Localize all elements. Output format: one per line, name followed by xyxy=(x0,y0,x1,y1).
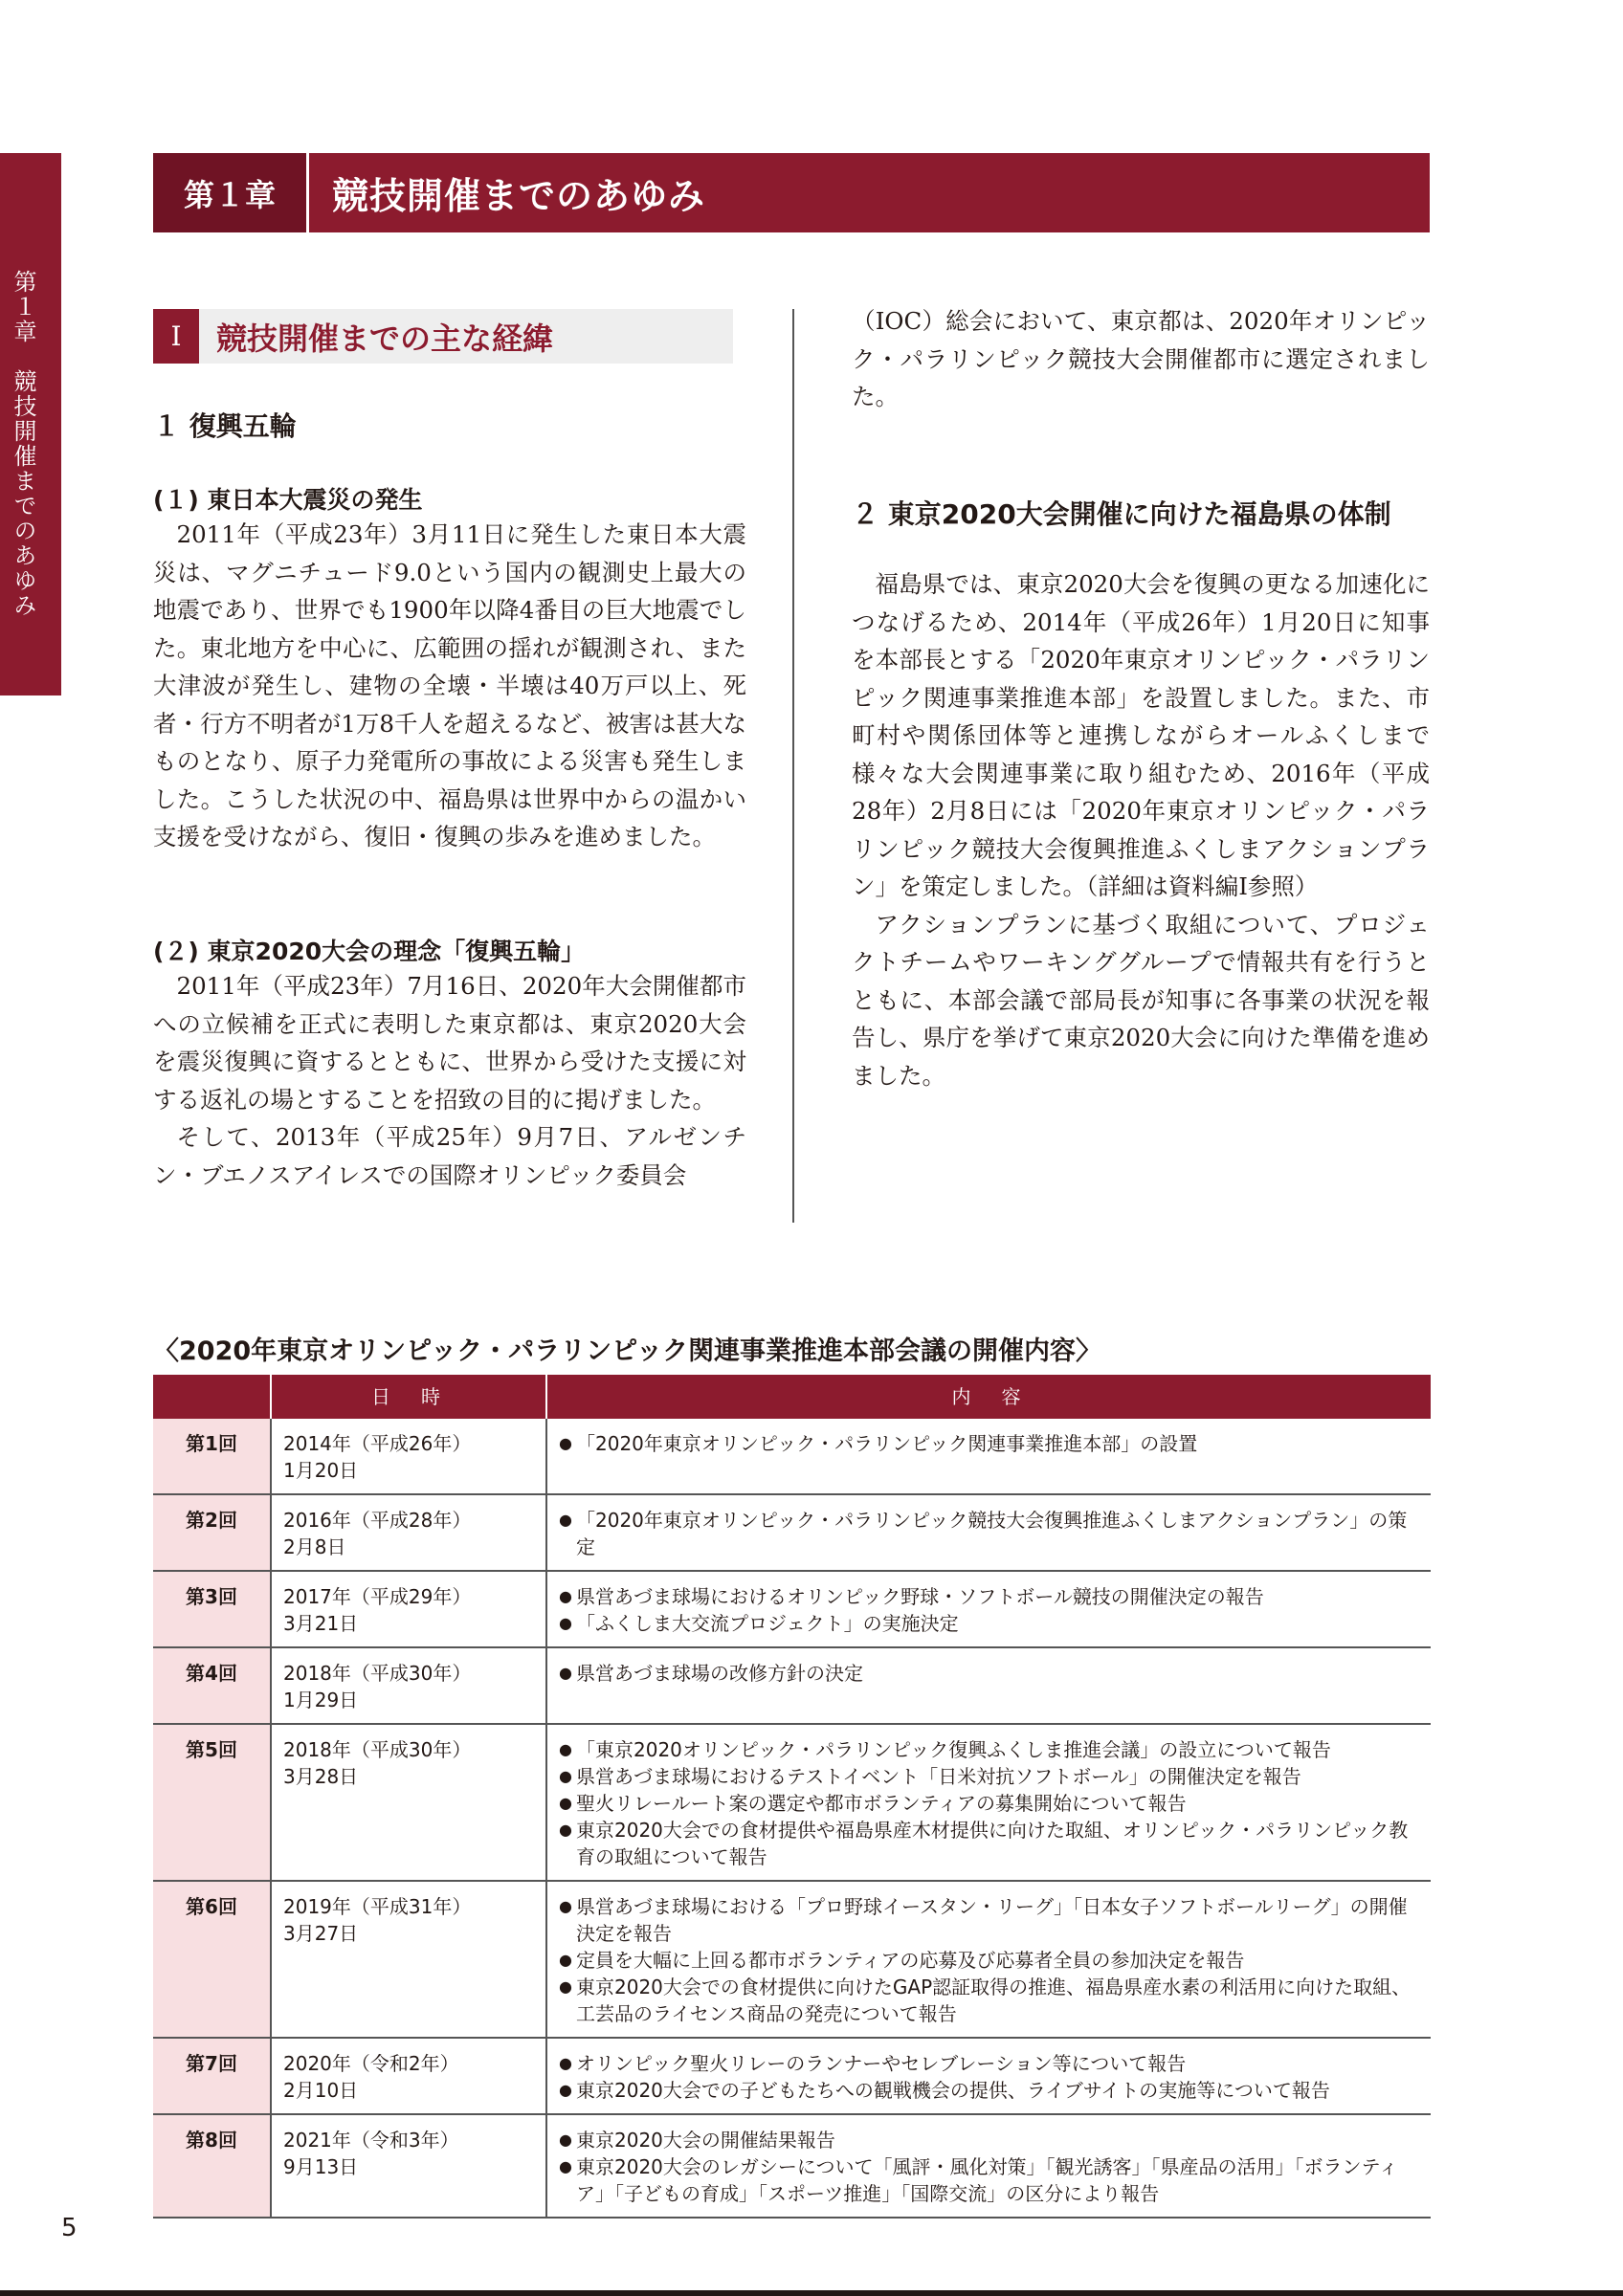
item-text: 「東京2020オリンピック・パラリンピック復興ふくしま推進会議」の設立について報告 xyxy=(576,1738,1331,1761)
heading-fukko-gorin: １ 復興五輪 xyxy=(153,410,297,442)
meeting-number: 第2回 xyxy=(153,1494,271,1571)
item-text: 県営あづま球場の改修方針の決定 xyxy=(576,1662,863,1685)
table-title: 〈2020年東京オリンピック・パラリンピック関連事業推進本部会議の開催内容〉 xyxy=(153,1336,1101,1366)
bullet-icon: ● xyxy=(559,1511,572,1529)
paragraph: そして、2013年（平成25年）9月7日、アルゼンチン・ブエノスアイレスでの国際オリンピック委員会 xyxy=(153,1123,746,1189)
content-item xyxy=(559,1893,1419,1947)
table-row xyxy=(153,1419,1431,1494)
meeting-content xyxy=(546,1419,1431,1494)
bullet-icon: ● xyxy=(559,2054,572,2072)
item-text: 「2020年東京オリンピック・パラリンピック競技大会復興推進ふくしまアクションプラン」の策定 xyxy=(576,1509,1408,1558)
chapter-separator xyxy=(306,153,309,232)
item-text: 聖火リレールート案の選定や都市ボランティアの募集開始について報告 xyxy=(576,1792,1187,1815)
date-day: 1月20日 xyxy=(283,1459,359,1482)
bottom-rule xyxy=(0,2290,1623,2296)
date-day: 1月29日 xyxy=(283,1689,359,1711)
table-row xyxy=(153,2038,1431,2114)
meeting-date xyxy=(271,1881,546,2038)
meeting-content xyxy=(546,1724,1431,1881)
meeting-date xyxy=(271,1494,546,1571)
chapter-title: 競技開催までのあゆみ xyxy=(332,175,706,217)
paragraph: 2011年（平成23年）7月16日、2020年大会開催都市への立候補を正式に表明した東京都は、東京2020大会を震災復興に資するとともに、世界から受けた支援に対する返礼の場とすることを招致の目的に掲げました。 xyxy=(153,972,746,1114)
bullet-icon: ● xyxy=(559,1794,572,1812)
content-item xyxy=(559,1583,1419,1610)
date-day: 3月28日 xyxy=(283,1765,359,1788)
bullet-icon: ● xyxy=(559,2081,572,2099)
bullet-icon: ● xyxy=(559,1740,572,1758)
content-item xyxy=(559,1947,1419,1974)
meeting-number: 第3回 xyxy=(153,1571,271,1647)
content-item xyxy=(559,2127,1419,2153)
item-text: 「2020年東京オリンピック・パラリンピック関連事業推進本部」の設置 xyxy=(576,1432,1198,1455)
table-row xyxy=(153,2114,1431,2218)
bullet-icon: ● xyxy=(559,1977,572,1996)
date-year: 2018年（平成30年） xyxy=(283,1738,472,1761)
table-row xyxy=(153,1647,1431,1724)
table-row xyxy=(153,1571,1431,1647)
item-text: 東京2020大会の開催結果報告 xyxy=(576,2129,835,2152)
date-year: 2018年（平成30年） xyxy=(283,1662,472,1685)
date-year: 2021年（令和3年） xyxy=(283,2129,459,2152)
meeting-number: 第6回 xyxy=(153,1881,271,2038)
meeting-date xyxy=(271,1724,546,1881)
meeting-date xyxy=(271,1419,546,1494)
date-year: 2017年（平成29年） xyxy=(283,1585,472,1608)
content-item xyxy=(559,1763,1419,1790)
header-date: 日 時 xyxy=(271,1375,546,1419)
date-year: 2016年（平成28年） xyxy=(283,1509,472,1532)
meetings-table xyxy=(153,1375,1431,2219)
date-day: 9月13日 xyxy=(283,2155,359,2178)
section-heading xyxy=(153,309,733,364)
bullet-icon: ● xyxy=(559,1767,572,1785)
meeting-content xyxy=(546,1571,1431,1647)
meeting-number: 第4回 xyxy=(153,1647,271,1724)
paragraph: アクションプランに基づく取組について、プロジェクトチームやワーキンググループで情報共有を行うとともに、本部会議で部局長が知事に各事業の状況を報告し、県庁を挙げて東京2020大会に向けた準備を進めました。 xyxy=(852,910,1430,1090)
date-year: 2019年（平成31年） xyxy=(283,1895,472,1918)
content-item xyxy=(559,2153,1419,2207)
header-no xyxy=(153,1375,271,1419)
meeting-date xyxy=(271,1647,546,1724)
bullet-icon: ● xyxy=(559,1664,572,1682)
meeting-content xyxy=(546,1881,1431,2038)
date-day: 3月21日 xyxy=(283,1612,359,1635)
content-item xyxy=(559,1660,1419,1687)
paragraph-continuation xyxy=(852,302,1430,416)
chapter-header xyxy=(153,153,1430,232)
item-text: 定員を大幅に上回る都市ボランティアの応募及び応募者全員の参加決定を報告 xyxy=(576,1949,1245,1972)
subheading-earthquake: (１) 東日本大震災の発生 xyxy=(153,486,423,514)
paragraph-concept xyxy=(153,967,746,1194)
meeting-date xyxy=(271,2114,546,2218)
section-title: 競技開催までの主な経緯 xyxy=(216,320,554,357)
content-item xyxy=(559,1507,1419,1560)
item-text: 東京2020大会のレガシーについて「風評・風化対策」「観光誘客」「県産品の活用」「ボランティア」「子どもの育成」「スポーツ推進」「国際交流」の区分により報告 xyxy=(576,2155,1398,2205)
meeting-date xyxy=(271,1571,546,1647)
bullet-icon: ● xyxy=(559,1821,572,1839)
content-item xyxy=(559,1790,1419,1817)
content-item xyxy=(559,1974,1419,2027)
content-item xyxy=(559,2077,1419,2104)
item-text: 東京2020大会での食材提供に向けたGAP認証取得の推進、福島県産水素の利活用に向けた取組、工芸品のライセンス商品の発売について報告 xyxy=(576,1976,1412,2025)
item-text: 「ふくしま大交流プロジェクト」の実施決定 xyxy=(576,1612,959,1635)
bullet-icon: ● xyxy=(559,1614,572,1632)
item-text: オリンピック聖火リレーのランナーやセレブレーション等について報告 xyxy=(576,2052,1187,2075)
bullet-icon: ● xyxy=(559,1434,572,1452)
side-tab-label: 第１章 競技開催までのあゆみ xyxy=(10,270,36,618)
table-row xyxy=(153,1724,1431,1881)
chapter-number: 第１章 xyxy=(153,153,306,232)
bullet-icon: ● xyxy=(559,1897,572,1915)
paragraph: 福島県では、東京2020大会を復興の更なる加速化につなげるため、2014年（平成26年）1月20日に知事を本部長とする「2020年東京オリンピック・パラリンピック関連事業推進本部」を設置しました。また、市町村や関係団体等と連携しながらオールふくしまで様々な大会関連事業に取り組むため、2016年（平成28年）2月8日には「2020年東京オリンピック・パラリンピック競技大会復興推進ふくしまアクションプラン」を策定しました。（詳細は資料編Ⅰ参照） xyxy=(852,570,1430,900)
table-row xyxy=(153,1881,1431,2038)
content-item xyxy=(559,1736,1419,1763)
meeting-content xyxy=(546,1494,1431,1571)
content-item xyxy=(559,1610,1419,1637)
date-day: 2月8日 xyxy=(283,1535,346,1558)
chapter-side-tab xyxy=(0,153,61,695)
paragraph: 2011年（平成23年）3月11日に発生した東日本大震災は、マグニチュード9.0という国内の観測史上最大の地震であり、世界でも1900年以降4番目の巨大地震でした。東北地方を中心に、広範囲の揺れが観測され、また大津波が発生し、建物の全壊・半壊は40万戸以上、死者・行方不明者が1万8千人を超えるなど、被害は甚大なものとなり、原子力発電所の事故による災害も発生しました。こうした状況の中、福島県は世界中からの温かい支援を受けながら、復旧・復興の歩みを進めました。 xyxy=(153,520,746,850)
column-divider xyxy=(792,309,794,1223)
table-row xyxy=(153,1494,1431,1571)
date-year: 2020年（令和2年） xyxy=(283,2052,459,2075)
table-header-row xyxy=(153,1375,1431,1419)
paragraph-structure xyxy=(852,565,1430,1094)
item-text: 県営あづま球場におけるオリンピック野球・ソフトボール競技の開催決定の報告 xyxy=(576,1585,1264,1608)
paragraph: （IOC）総会において、東京都は、2020年オリンピック・パラリンピック競技大会開催都市に選定されました。 xyxy=(852,307,1430,410)
paragraph-earthquake xyxy=(153,516,746,856)
content-item xyxy=(559,1817,1419,1870)
meeting-date xyxy=(271,2038,546,2114)
meeting-content xyxy=(546,2038,1431,2114)
bullet-icon: ● xyxy=(559,1587,572,1605)
item-text: 東京2020大会での食材提供や福島県産木材提供に向けた取組、オリンピック・パラリンピック教育の取組について報告 xyxy=(576,1819,1409,1868)
item-text: 県営あづま球場における「プロ野球イースタン・リーグ」「日本女子ソフトボールリーグ」の開催決定を報告 xyxy=(576,1895,1408,1945)
content-item xyxy=(559,1430,1419,1457)
page-number: 5 xyxy=(61,2214,78,2242)
meeting-content xyxy=(546,2114,1431,2218)
meeting-number: 第1回 xyxy=(153,1419,271,1494)
item-text: 県営あづま球場におけるテストイベント「日米対抗ソフトボール」の開催決定を報告 xyxy=(576,1765,1301,1788)
bullet-icon: ● xyxy=(559,2157,572,2175)
date-day: 3月27日 xyxy=(283,1922,359,1945)
date-day: 2月10日 xyxy=(283,2079,359,2102)
meeting-number: 第5回 xyxy=(153,1724,271,1881)
heading-fukushima-structure: ２ 東京2020大会開催に向けた福島県の体制 xyxy=(852,498,1391,530)
bullet-icon: ● xyxy=(559,2130,572,2149)
content-item xyxy=(559,2050,1419,2077)
item-text: 東京2020大会での子どもたちへの観戦機会の提供、ライブサイトの実施等について報告 xyxy=(576,2079,1330,2102)
meeting-number: 第7回 xyxy=(153,2038,271,2114)
bullet-icon: ● xyxy=(559,1951,572,1969)
meeting-content xyxy=(546,1647,1431,1724)
header-content: 内 容 xyxy=(546,1375,1431,1419)
date-year: 2014年（平成26年） xyxy=(283,1432,472,1455)
subheading-concept: (２) 東京2020大会の理念「復興五輪」 xyxy=(153,938,586,965)
section-number: Ⅰ xyxy=(153,309,199,364)
meeting-number: 第8回 xyxy=(153,2114,271,2218)
